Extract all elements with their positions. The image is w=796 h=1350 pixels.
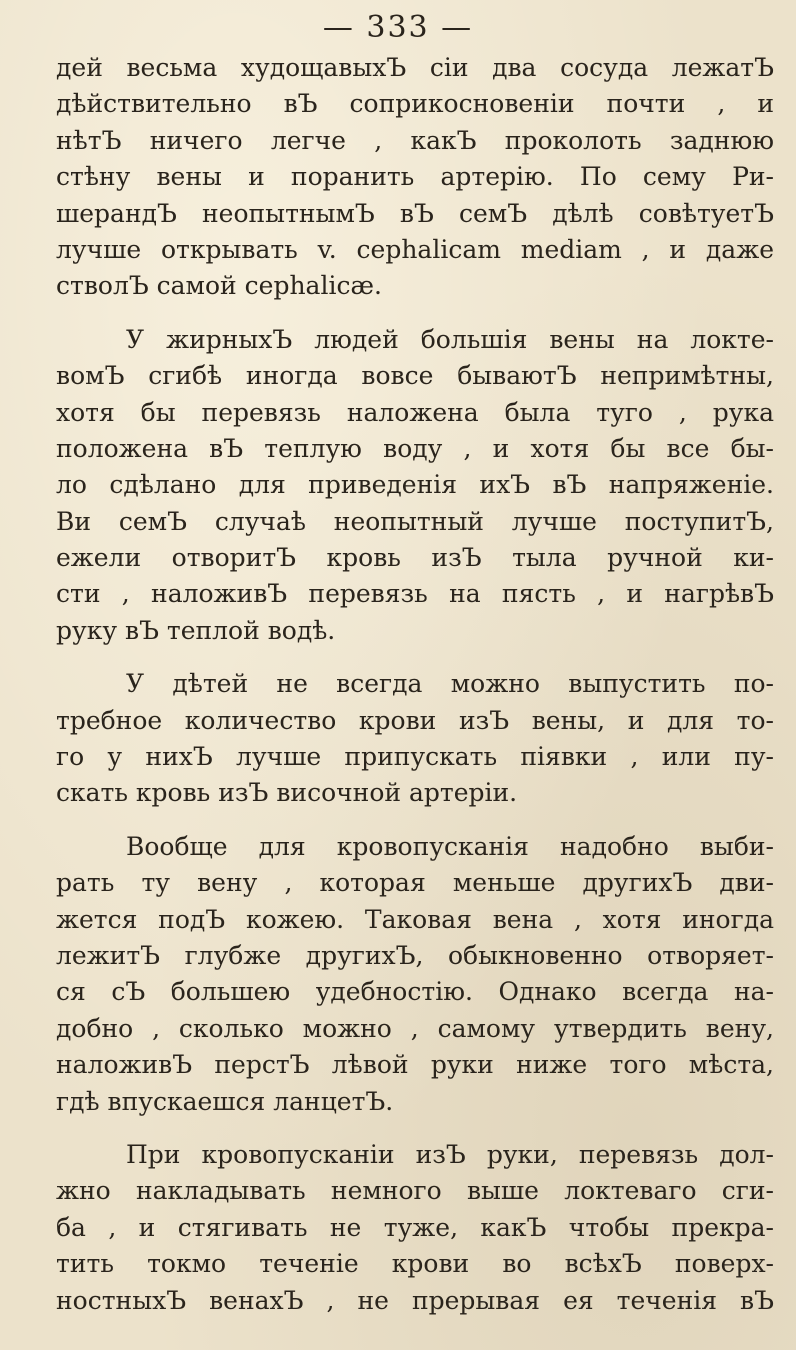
text-line: жется подЪ кожею. Таковая вена , хотя иногда bbox=[56, 904, 774, 934]
paragraph-gap bbox=[56, 812, 774, 829]
paragraph-gap bbox=[56, 649, 774, 666]
text-line: ежели отворитЪ кровь изЪ тыла ручной ки- bbox=[56, 543, 774, 573]
text-line: При кровопусканіи изЪ руки, перевязь дол- bbox=[126, 1139, 774, 1169]
text-line: наложивЪ перстЪ лѣвой руки ниже того мѣста, bbox=[56, 1050, 774, 1080]
text-line: положена вЪ теплую воду , и хотя бы все бы- bbox=[56, 433, 774, 463]
text-line: лежитЪ глубже другихЪ, обыкновенно отворяет- bbox=[56, 940, 774, 970]
paragraph bbox=[56, 50, 774, 305]
body-text bbox=[56, 50, 774, 1319]
paragraph-gap bbox=[56, 1120, 774, 1137]
text-line: руку вЪ теплой водѣ. bbox=[56, 615, 336, 645]
page-number: — 333 — bbox=[322, 10, 474, 45]
paragraph bbox=[56, 1137, 774, 1319]
text-line: добно , сколько можно , самому утвердить вену, bbox=[56, 1013, 774, 1043]
text-line: тить токмо теченіе крови во всѣхЪ поверх- bbox=[56, 1249, 774, 1279]
text-line: стѣну вены и поранить артерію. По сему Ри- bbox=[56, 162, 774, 192]
text-line: нѣтЪ ничего легче , какЪ проколоть заднюю bbox=[56, 125, 774, 155]
text-line: ся сЪ большею удебностію. Однако всегда на- bbox=[56, 977, 774, 1007]
text-line: дѣйствительно вЪ соприкосновеніи почти , и bbox=[56, 89, 774, 119]
paragraph bbox=[56, 666, 774, 812]
text-line: скать кровь изЪ височной артеріи. bbox=[56, 778, 518, 808]
text-line: лучше открывать v. cephalicam mediam , и даже bbox=[56, 234, 774, 264]
text-line: шерандЪ неопытнымЪ вЪ семЪ дѣлѣ совѣтуетЪ bbox=[56, 198, 774, 228]
text-line: го у нихЪ лучше припускать піявки , или пу- bbox=[56, 742, 774, 772]
text-line: ба , и стягивать не туже, какЪ чтобы прекра- bbox=[56, 1212, 774, 1242]
text-line: сти , наложивЪ перевязь на пясть , и нагрѣвЪ bbox=[56, 579, 774, 609]
text-line: хотя бы перевязь наложена была туго , рука bbox=[56, 397, 774, 427]
text-line: дей весьма худощавыхЪ сіи два сосуда лежатЪ bbox=[56, 53, 774, 82]
text-line: гдѣ впускаешся ланцетЪ. bbox=[56, 1086, 394, 1116]
text-line: Ви семЪ случаѣ неопытный лучше поступитЪ, bbox=[56, 506, 774, 536]
text-line: ло сдѣлано для приведенія ихЪ вЪ напряженіе. bbox=[56, 470, 774, 500]
paragraph-gap bbox=[56, 305, 774, 322]
paragraph bbox=[56, 829, 774, 1120]
text-line: У дѣтей не всегда можно выпустить по- bbox=[126, 669, 774, 699]
text-line: вомЪ сгибѣ иногда вовсе бываютЪ непримѣтны, bbox=[56, 361, 774, 391]
text-line: стволЪ самой cephalicæ. bbox=[56, 271, 382, 301]
text-line: рать ту вену , которая меньше другихЪ дви- bbox=[56, 868, 774, 898]
text-line: ностныхЪ венахЪ , не прерывая ея теченія вЪ bbox=[56, 1285, 774, 1315]
text-line: жно накладывать немного выше локтеваго сги- bbox=[56, 1176, 774, 1206]
text-line: требное количество крови изЪ вены, и для то- bbox=[56, 705, 774, 735]
text-line: У жирныхЪ людей большія вены на локте- bbox=[126, 324, 774, 354]
text-line: Вообще для кровопусканія надобно выби- bbox=[126, 831, 774, 861]
paragraph bbox=[56, 322, 774, 650]
